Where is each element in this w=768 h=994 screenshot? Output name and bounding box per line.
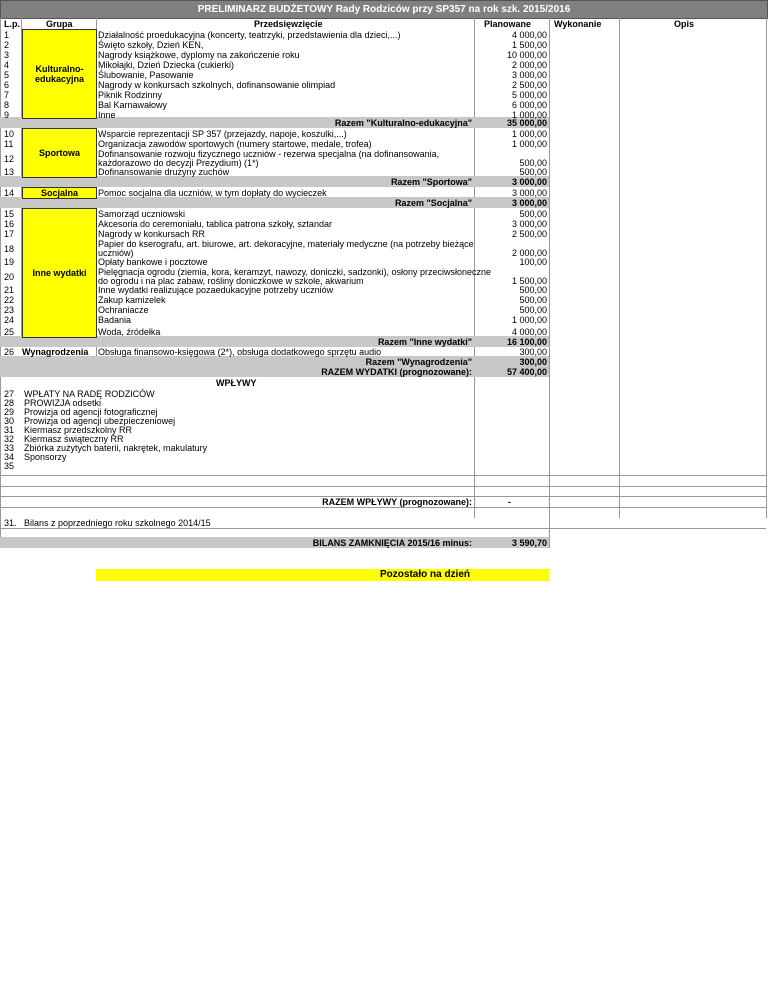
row-name: Wsparcie reprezentacji SP 357 (przejazdy, napoje, koszulki,...) bbox=[98, 129, 347, 139]
row-name: Pomoc socjalna dla uczniów, w tym dopłaty do wycieczek bbox=[98, 188, 327, 198]
row-lp: 18 bbox=[4, 244, 15, 254]
row-lp: 8 bbox=[4, 100, 10, 110]
total-wplywy-label: RAZEM WPŁYWY (prognozowane): bbox=[322, 497, 472, 507]
wplywy-lp: 28 bbox=[4, 398, 15, 408]
subtotal-inne-value: 16 100,00 bbox=[506, 337, 547, 347]
col-divider bbox=[0, 18, 1, 548]
wplywy-lp: 29 bbox=[4, 407, 15, 417]
wplywy-name: PROWIZJA odsetki bbox=[24, 398, 102, 408]
group-sportowa: Sportowa bbox=[22, 128, 97, 178]
row-name: Woda, źródełka bbox=[98, 327, 161, 337]
row-planned-value: 3 000,00 bbox=[511, 219, 547, 229]
closing-value: 3 590,70 bbox=[511, 538, 547, 548]
row-name: Dofinansowanie rozwoju fizycznego uczniów - rezerwa specjalna (na dofinansowania, bbox=[98, 149, 440, 159]
row-planned-value: 10 000,00 bbox=[506, 50, 547, 60]
wplywy-heading: WPŁYWY bbox=[216, 378, 257, 388]
row-name: Inne bbox=[98, 110, 116, 120]
row-planned-value: 2 000,00 bbox=[511, 60, 547, 70]
row-lp: 9 bbox=[4, 110, 10, 120]
row-name: Ochraniacze bbox=[98, 305, 149, 315]
wplywy-lp: 32 bbox=[4, 434, 15, 444]
row-name: Dofinansowanie drużyny zuchów bbox=[98, 167, 230, 177]
row-planned-value: 500,00 bbox=[519, 285, 547, 295]
row-name: Obsługa finansowo-księgowa (2*), obsługa dodatkowego sprzętu audio bbox=[98, 347, 382, 357]
pozostalo-box bbox=[96, 569, 549, 581]
row-name: Pielęgnacja ogrodu (ziemia, kora, keramzyt, nawozy, doniczki, sadzonki), osłony przeciwsłoneczne bbox=[98, 267, 492, 277]
group-inne: Inne wydatki bbox=[22, 208, 97, 338]
row-planned-value: 4 000,00 bbox=[511, 327, 547, 337]
row-name: Piknik Rodzinny bbox=[98, 90, 163, 100]
subtotal-socjalna-label: Razem "Socjalna" bbox=[394, 198, 472, 208]
sheet-title: PRELIMINARZ BUDŻETOWY Rady Rodziców przy SP357 na rok szk. 2015/2016 bbox=[0, 0, 768, 19]
subtotal-sportowa-value: 3 000,00 bbox=[511, 177, 547, 187]
wplywy-lp: 33 bbox=[4, 443, 15, 453]
row-lp: 4 bbox=[4, 60, 10, 70]
row-planned-value: 3 000,00 bbox=[511, 188, 547, 198]
row-name: Akcesoria do ceremoniału, tablica patrona szkoły, sztandar bbox=[98, 219, 332, 229]
row-lp: 14 bbox=[4, 188, 15, 198]
row-lp: 7 bbox=[4, 90, 10, 100]
row-planned-value: 1 500,00 bbox=[511, 276, 547, 286]
row-lp: 15 bbox=[4, 209, 15, 219]
wplywy-lp: 27 bbox=[4, 389, 15, 399]
subtotal-sportowa-label: Razem "Sportowa" bbox=[390, 177, 472, 187]
row-planned-value: 100,00 bbox=[519, 257, 547, 267]
row-lp: 5 bbox=[4, 70, 10, 80]
row-lp: 1 bbox=[4, 30, 10, 40]
row-planned-value: 500,00 bbox=[519, 295, 547, 305]
row-planned-value: 1 500,00 bbox=[511, 40, 547, 50]
header-lp: L.p. bbox=[4, 19, 20, 29]
wplywy-name: Zbiórka zużytych baterii, nakrętek, makulatury bbox=[24, 443, 208, 453]
wplywy-lp: 34 bbox=[4, 452, 15, 462]
row-planned-value: 500,00 bbox=[519, 305, 547, 315]
row-name-continued: do ogrodu i na plac zabaw, rośliny doniczkowe w szkole, akwarium bbox=[98, 276, 364, 286]
row-name-continued: uczniów) bbox=[98, 248, 134, 258]
row-lp: 16 bbox=[4, 219, 15, 229]
bilans-label: Bilans z poprzedniego roku szkolnego 2014/15 bbox=[24, 518, 211, 528]
row-name: Nagrody w konkursach szkolnych, dofinansowanie olimpiad bbox=[98, 80, 336, 90]
wplywy-name: Kiermasz przedszkolny RR bbox=[24, 425, 133, 435]
row-lp: 10 bbox=[4, 129, 15, 139]
row-planned-value: 500,00 bbox=[519, 158, 547, 168]
wplywy-name: Kiermasz świąteczny RR bbox=[24, 434, 124, 444]
row-lp: 3 bbox=[4, 50, 10, 60]
row-name: Działalność proedukacyjna (koncerty, teatrzyki, przedstawienia dla dzieci,...) bbox=[98, 30, 401, 40]
wplywy-name: Prowizja od agencji ubezpieczeniowej bbox=[24, 416, 176, 426]
total-wydatki-label: RAZEM WYDATKI (prognozowane): bbox=[321, 367, 472, 377]
row-lp: 6 bbox=[4, 80, 10, 90]
row-name: Nagrody w konkursach RR bbox=[98, 229, 206, 239]
row-planned-value: 500,00 bbox=[519, 167, 547, 177]
subtotal-wynagrodzenia-value: 300,00 bbox=[519, 357, 547, 367]
header-opis: Opis bbox=[674, 19, 695, 29]
header-wykonanie: Wykonanie bbox=[554, 19, 602, 29]
row-planned-value: 300,00 bbox=[519, 347, 547, 357]
row-planned-value: 1 000,00 bbox=[511, 315, 547, 325]
wplywy-name: WPŁATY NA RADĘ RODZICÓW bbox=[24, 389, 155, 399]
row-lp: 17 bbox=[4, 229, 15, 239]
subtotal-kulturalno-label: Razem "Kulturalno-edukacyjna" bbox=[334, 118, 472, 128]
subtotal-kulturalno-value: 35 000,00 bbox=[506, 118, 547, 128]
row-name: Organizacja zawodów sportowych (numery startowe, medale, trofea) bbox=[98, 139, 372, 149]
row-lp: 12 bbox=[4, 154, 15, 164]
row-name: Święto szkoły, Dzień KEN, bbox=[98, 40, 204, 50]
wplywy-lp: 30 bbox=[4, 416, 15, 426]
row-planned-value: 500,00 bbox=[519, 209, 547, 219]
row-planned-value: 2 500,00 bbox=[511, 229, 547, 239]
row-lp: 23 bbox=[4, 305, 15, 315]
row-planned-value: 1 000,00 bbox=[511, 129, 547, 139]
row-name: Samorząd uczniowski bbox=[98, 209, 186, 219]
wplywy-lp: 31 bbox=[4, 425, 15, 435]
row-planned-value: 2 000,00 bbox=[511, 248, 547, 258]
subtotal-socjalna-value: 3 000,00 bbox=[511, 198, 547, 208]
row-name: Nagrody książkowe, dyplomy na zakończenie roku bbox=[98, 50, 300, 60]
row-lp: 13 bbox=[4, 167, 15, 177]
row-lp: 20 bbox=[4, 272, 15, 282]
row-lp: 21 bbox=[4, 285, 15, 295]
wplywy-name: Sponsorzy bbox=[24, 452, 67, 462]
row-lp: 26 bbox=[4, 347, 15, 357]
row-planned-value: 6 000,00 bbox=[511, 100, 547, 110]
row-name: Badania bbox=[98, 315, 132, 325]
row-planned-value: 5 000,00 bbox=[511, 90, 547, 100]
group-socjalna: Socjalna bbox=[22, 187, 97, 199]
subtotal-wynagrodzenia-label: Razem "Wynagrodzenia" bbox=[365, 357, 472, 367]
header-przedsiewziecie: Przedsięwzięcie bbox=[254, 19, 323, 29]
row-name: Zakup kamizelek bbox=[98, 295, 166, 305]
row-planned-value: 4 000,00 bbox=[511, 30, 547, 40]
row-name: Mikołajki, Dzień Dziecka (cukierki) bbox=[98, 60, 235, 70]
bilans-lp: 31. bbox=[4, 518, 17, 528]
col-divider bbox=[766, 18, 767, 518]
total-wplywy-value: - bbox=[508, 497, 511, 507]
row-lp: 2 bbox=[4, 40, 10, 50]
row-name: Ślubowanie, Pasowanie bbox=[98, 70, 194, 80]
row-planned-value: 1 000,00 bbox=[511, 110, 547, 120]
wplywy-name: Prowizja od agencji fotograficznej bbox=[24, 407, 158, 417]
header-planowane: Planowane bbox=[484, 19, 532, 29]
row-lp: 24 bbox=[4, 315, 15, 325]
row-lp: 11 bbox=[4, 139, 14, 149]
col-divider bbox=[619, 18, 620, 518]
row-planned-value: 2 500,00 bbox=[511, 80, 547, 90]
subtotal-inne-label: Razem "Inne wydatki" bbox=[377, 337, 472, 347]
row-planned-value: 1 000,00 bbox=[511, 139, 547, 149]
group-wynagrodzenia: Wynagrodzenia bbox=[22, 347, 89, 357]
row-name: Papier do kserografu, art. biurowe, art. dekoracyjne, materiały medyczne (na potrzeby bieżące bbox=[98, 239, 474, 249]
closing-label: BILANS ZAMKNIĘCIA 2015/16 minus: bbox=[312, 538, 472, 548]
col-divider bbox=[549, 18, 550, 548]
total-wydatki-value: 57 400,00 bbox=[506, 367, 547, 377]
row-planned-value: 3 000,00 bbox=[511, 70, 547, 80]
wplywy-lp: 35 bbox=[4, 461, 15, 471]
row-lp: 22 bbox=[4, 295, 15, 305]
row-name: Inne wydatki realizujące pozaedukacyjne potrzeby uczniów bbox=[98, 285, 334, 295]
row-name-continued: każdorazowo do decyzji Prezydium) (1*) bbox=[98, 158, 259, 168]
row-name: Opłaty bankowe i pocztowe bbox=[98, 257, 208, 267]
row-lp: 25 bbox=[4, 327, 15, 337]
group-kulturalno: Kulturalno-edukacyjna bbox=[22, 29, 97, 119]
header-grupa: Grupa bbox=[46, 19, 73, 29]
pozostalo-label: Pozostało na dzień bbox=[380, 569, 471, 580]
row-name: Bal Karnawałowy bbox=[98, 100, 168, 110]
row-lp: 19 bbox=[4, 257, 15, 267]
